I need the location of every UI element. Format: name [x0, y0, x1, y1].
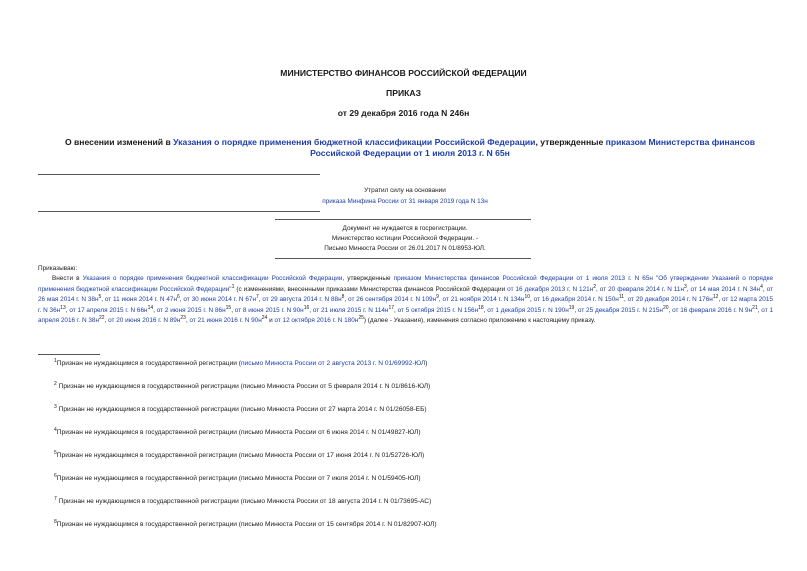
amend-link[interactable]: от 2 июня 2015 г. N 86н [156, 306, 226, 314]
body-link-order-65n[interactable]: приказом Министерства финансов Российской Федерации от 1 июля 2013 г. N 65н "Об утверждении Указаний о порядке применения бюджетной классификации Российской Федерации" [38, 275, 773, 293]
amend-link[interactable]: от 12 октября 2016 г. N 180н [274, 317, 359, 325]
footnote-text: Признан не нуждающимся в государственной регистрации (письмо Минюста России от 17 июня 2014 г. N 01/52726-ЮЛ) [56, 452, 425, 459]
body-text: Внести в [52, 275, 83, 282]
amend-link[interactable]: от 25 декабря 2015 г. N 215н [577, 306, 663, 314]
status-link-wrap [230, 197, 580, 206]
amend-link[interactable]: от 21 июня 2016 г. N 90н [189, 317, 262, 325]
amend-link[interactable]: от 16 декабря 2013 г. N 121н [507, 285, 594, 293]
footnote-3: $^3$ Признан не нуждающимся в государственной регистрации (письмо Минюста России от 27 марта 2014 г. N 01/26058-ЕБ) [54, 403, 427, 413]
footnote-1: $^1$Признан не нуждающимся в государственной регистрации (письмо Минюста России от 2 августа 2013 г. N 01/69992-ЮЛ) [54, 357, 428, 367]
footnote-text: Признан не нуждающимся в государственной регистрации (письмо Минюста России от 7 июля 2014 г. N 01/59405-ЮЛ) [56, 475, 421, 482]
document-title [40, 137, 780, 159]
footnote-link[interactable]: письмо Минюста России от 2 августа 2013 г. N 01/69992-ЮЛ [240, 360, 426, 367]
title-text-2: , утвержденные [535, 137, 606, 147]
footnote-7: $^7$ Признан не нуждающимся в государственной регистрации (письмо Минюста России от 18 августа 2014 г. N 01/73695-АС) [54, 495, 432, 505]
footnote-text: Признан не нуждающимся в государственной регистрации (письмо Минюста России от 27 марта 2014 г. N 01/26058-ЕБ) [58, 406, 427, 413]
body-text: ) (далее - Указания), изменения согласно приложению к настоящему приказу. [363, 317, 596, 325]
footnote-8: $^8$Признан не нуждающимся в государственной регистрации (письмо Минюста России от 15 сентября 2014 г. N 01/82907-ЮЛ) [54, 518, 437, 528]
amend-link[interactable]: от 11 июня 2014 г. N 47н [104, 296, 177, 304]
footnote-4: $^4$Признан не нуждающимся в государственной регистрации (письмо Минюста России от 6 июня 2014 г. N 01/49827-ЮЛ) [54, 426, 421, 436]
registration-note-3: Письмо Минюста России от 26.01.2017 N 01/8953-ЮЛ. [324, 245, 486, 252]
ministry-heading: МИНИСТЕРСТВО ФИНАНСОВ РОССИЙСКОЙ ФЕДЕРАЦИИ [280, 68, 527, 78]
registration-note-1: Документ не нуждается в госрегистрации. [342, 225, 468, 232]
body-text: (с изменениями, внесенными приказами Министерства финансов Российской Федерации [234, 285, 508, 293]
footnote-text: Признан не нуждающимся в государственной регистрации (письмо Минюста России от 18 августа 2014 г. N 01/73695-АС) [58, 498, 432, 505]
title-text-1: О внесении изменений в [64, 137, 174, 147]
amend-link[interactable]: от 26 сентября 2014 г. N 109н [348, 296, 437, 304]
divider [38, 211, 320, 212]
amend-link[interactable]: от 16 декабря 2014 г. N 150н [533, 296, 619, 304]
amend-link[interactable]: от 21 ноября 2014 г. N 134н [442, 296, 525, 304]
footnote-text: Признан не нуждающимся в государственной регистрации (письмо Минюста России от 15 сентября 2014 г. N 01/82907-ЮЛ) [56, 521, 437, 528]
amend-link[interactable]: от 16 февраля 2016 г. N 9н [672, 306, 753, 314]
order-word: Приказываю: [38, 265, 78, 272]
body-text: и [267, 317, 275, 325]
footnote-6: $^6$Признан не нуждающимся в государственной регистрации (письмо Минюста России от 7 июля 2014 г. N 01/59405-ЮЛ) [54, 472, 421, 482]
body-text: , утвержденные [342, 275, 394, 282]
order-paragraph: Внести в Указания о порядке применения бюджетной классификации Российской Федерации, утвержденные приказом Министерства финансов Российской Федерации от 1 июля 2013 г. N 65н "Об утверждении Указаний о порядке применения бюджетной классификации Российской Федерации"$^1$ (с изменениями, внесенными приказами Министерства финансов Российской Федерации от 16 декабря 2013 г. N $121н^2$, от 20 февраля 2014 г. N $11н^3$, от 14 мая 2014 г. N $34н^4$, от 26 мая 2014 г. N $38н^5$, от 11 июня 2014 г. N $47н^6$, от 30 июня 2014 г. N $67н^7$, от 29 августа 2014 г. N $88н^8$, от 26 сентября 2014 г. N $109н^9$, от 21 ноября 2014 г. N $134н^{10}$, от 16 декабря 2014 г. N $150н^{11}$, от 29 декабря 2014 г. N $176н^{12}$, от 12 марта 2015 г. N $36н^{13}$, от 17 апреля 2015 г. N $66н^{14}$, от 2 июня 2015 г. N $86н^{15}$, от 8 июня 2015 г. N $90н^{16}$, от 21 июля 2015 г. N $114н^{17}$, от 5 октября 2015 г. N $156н^{18}$, от 1 декабря 2015 г. N $190н^{19}$, от 25 декабря 2015 г. N $215н^{20}$, от 16 февраля 2016 г. N $9н^{21}$, от 1 апреля 2016 г. N $38н^{22}$, от 20 июня 2016 г. N $89н^{23}$, от 21 июня 2016 г. N $90н^{24}$ и от 12 октября 2016 г. N $180н^{25}$) (далее - Указания), изменения согласно приложению к настоящему приказу. [38, 275, 774, 325]
amend-link[interactable]: от 29 декабря 2014 г. N 176н [627, 296, 713, 304]
body-link-guidelines[interactable]: Указания о порядке применения бюджетной классификации Российской Федерации [82, 275, 343, 282]
amend-link[interactable]: от 26 мая 2014 г. N 38н [38, 285, 773, 304]
footnote-text: Признан не нуждающимся в государственной регистрации ( [56, 360, 241, 367]
amend-link[interactable]: от 12 марта 2015 г. N 36н [38, 296, 773, 314]
footnote-2: $^2$ Признан не нуждающимся в государственной регистрации (письмо Минюста России от 5 февраля 2014 г. N 01/8616-ЮЛ) [54, 380, 431, 390]
footnote-text: Признан не нуждающимся в государственной регистрации (письмо Минюста России от 5 февраля 2014 г. N 01/8616-ЮЛ) [58, 383, 431, 390]
footnote-divider [38, 354, 100, 355]
divider [275, 258, 531, 259]
footnote-5: $^5$Признан не нуждающимся в государственной регистрации (письмо Минюста России от 17 июня 2014 г. N 01/52726-ЮЛ) [54, 449, 425, 459]
doc-type-heading: ПРИКАЗ [386, 88, 421, 98]
amend-link[interactable]: от 8 июня 2015 г. N 90н [234, 306, 304, 314]
amend-link[interactable]: от 17 апреля 2015 г. N 66н [69, 306, 148, 314]
amend-link[interactable]: от 14 мая 2014 г. N 34н [690, 285, 761, 293]
status-line: Утратил силу на основании [364, 187, 446, 194]
doc-date-number: от 29 декабря 2016 года N 246н [337, 108, 470, 118]
amend-link[interactable]: от 1 апреля 2016 г. N 38н [38, 306, 774, 325]
footnote-text: Признан не нуждающимся в государственной регистрации (письмо Минюста России от 6 июня 2014 г. N 01/49827-ЮЛ) [56, 429, 421, 436]
amend-link[interactable]: от 29 августа 2014 г. N 88н [262, 296, 342, 304]
title-link-guidelines[interactable]: Указания о порядке применения бюджетной классификации Российской Федерации [173, 137, 536, 147]
divider [275, 219, 531, 220]
amend-link[interactable]: от 21 июля 2015 г. N 114н [312, 306, 389, 314]
divider [38, 174, 320, 175]
footnote-text: ) [425, 360, 428, 367]
amend-link[interactable]: от 1 декабря 2015 г. N 190н [487, 306, 569, 314]
repeal-order-link[interactable]: приказа Минфина России от 31 января 2019 года N 13н [322, 198, 488, 205]
registration-note-2: Министерство юстиции Российской Федерации. - [331, 235, 479, 242]
amend-link[interactable]: от 20 февраля 2014 г. N 11н [599, 285, 684, 293]
amend-link[interactable]: от 30 июня 2014 г. N 67н [183, 296, 256, 304]
amend-link[interactable]: от 5 октября 2015 г. N 156н [397, 306, 479, 314]
amend-link[interactable]: от 20 июня 2016 г. N 89н [108, 317, 181, 325]
title-link-order-65n[interactable]: приказом Министерства финансов Российской Федерации от 1 июля 2013 г. N 65н [310, 137, 756, 158]
